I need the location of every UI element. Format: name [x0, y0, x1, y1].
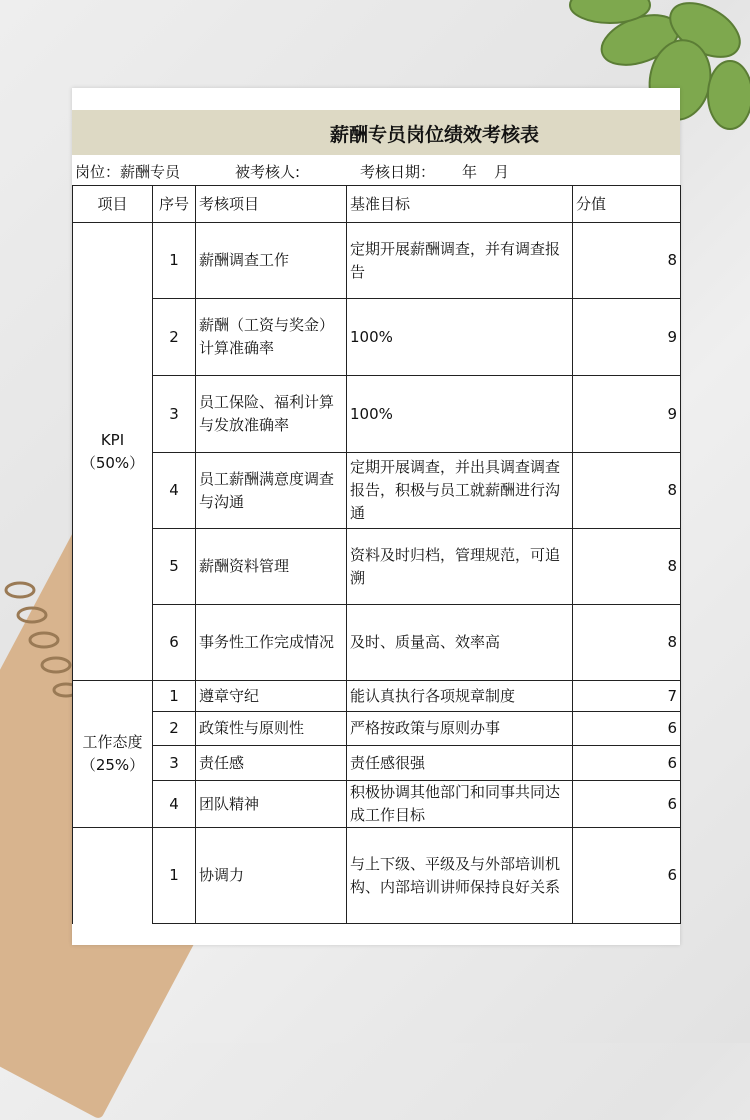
target-cell: 资料及时归档，管理规范，可追溯	[347, 529, 573, 605]
number-cell: 4	[153, 781, 196, 828]
item-cell: 员工薪酬满意度调查与沟通	[196, 453, 347, 529]
score-cell: 6	[573, 746, 681, 781]
table-row	[73, 453, 681, 529]
category-cell: KPI（50%）	[73, 223, 153, 681]
target-cell: 及时、质量高、效率高	[347, 605, 573, 681]
date-label: 考核日期：	[360, 163, 436, 181]
score-cell: 9	[573, 376, 681, 453]
header-score: 分值	[573, 186, 681, 223]
target-cell: 积极协调其他部门和同事共同达成工作目标	[347, 781, 573, 828]
spreadsheet-page	[72, 88, 680, 945]
item-cell: 事务性工作完成情况	[196, 605, 347, 681]
number-cell: 3	[153, 746, 196, 781]
month-label: 月	[494, 163, 510, 181]
number-cell: 2	[153, 299, 196, 376]
target-cell: 与上下级、平级及与外部培训机构、内部培训讲师保持良好关系	[347, 828, 573, 924]
item-cell: 遵章守纪	[196, 681, 347, 712]
score-cell: 8	[573, 453, 681, 529]
score-cell: 8	[573, 529, 681, 605]
target-cell: 责任感很强	[347, 746, 573, 781]
number-cell: 3	[153, 376, 196, 453]
position-label: 岗位：薪酬专员	[75, 163, 181, 181]
info-row	[72, 155, 680, 185]
notebook-rings-decoration	[0, 570, 80, 770]
table-row	[73, 529, 681, 605]
item-cell: 协调力	[196, 828, 347, 924]
table-row	[73, 781, 681, 828]
score-cell: 8	[573, 605, 681, 681]
header-category: 项目	[73, 186, 153, 223]
target-cell: 严格按政策与原则办事	[347, 712, 573, 746]
table-row	[73, 712, 681, 746]
item-cell: 员工保险、福利计算与发放准确率	[196, 376, 347, 453]
score-cell: 6	[573, 712, 681, 746]
assessment-table	[72, 185, 681, 924]
item-cell: 政策性与原则性	[196, 712, 347, 746]
number-cell: 1	[153, 828, 196, 924]
target-cell: 能认真执行各项规章制度	[347, 681, 573, 712]
title-band	[72, 110, 680, 155]
header-row	[73, 186, 681, 223]
score-cell: 6	[573, 781, 681, 828]
item-cell: 薪酬调查工作	[196, 223, 347, 299]
target-cell: 100%	[347, 376, 573, 453]
year-label: 年	[462, 163, 478, 181]
table-row	[73, 376, 681, 453]
item-cell: 责任感	[196, 746, 347, 781]
number-cell: 1	[153, 223, 196, 299]
score-cell: 9	[573, 299, 681, 376]
category-cell: 工作态度（25%）	[73, 681, 153, 828]
header-item: 考核项目	[196, 186, 347, 223]
sheet-title: 薪酬专员岗位绩效考核表	[330, 124, 540, 146]
number-cell: 2	[153, 712, 196, 746]
item-cell: 薪酬（工资与奖金）计算准确率	[196, 299, 347, 376]
number-cell: 1	[153, 681, 196, 712]
score-cell: 8	[573, 223, 681, 299]
table-row	[73, 223, 681, 299]
score-cell: 6	[573, 828, 681, 924]
header-target: 基准目标	[347, 186, 573, 223]
number-cell: 5	[153, 529, 196, 605]
item-cell: 薪酬资料管理	[196, 529, 347, 605]
category-cell	[73, 828, 153, 924]
target-cell: 定期开展薪酬调查，并有调查报告	[347, 223, 573, 299]
table-row	[73, 299, 681, 376]
assessee-label: 被考核人:	[235, 163, 301, 181]
header-number: 序号	[153, 186, 196, 223]
table-row	[73, 681, 681, 712]
table-row	[73, 746, 681, 781]
score-cell: 7	[573, 681, 681, 712]
item-cell: 团队精神	[196, 781, 347, 828]
table-row	[73, 605, 681, 681]
number-cell: 4	[153, 453, 196, 529]
number-cell: 6	[153, 605, 196, 681]
table-row	[73, 828, 681, 924]
target-cell: 定期开展调查，并出具调查调查报告，积极与员工就薪酬进行沟通	[347, 453, 573, 529]
target-cell: 100%	[347, 299, 573, 376]
